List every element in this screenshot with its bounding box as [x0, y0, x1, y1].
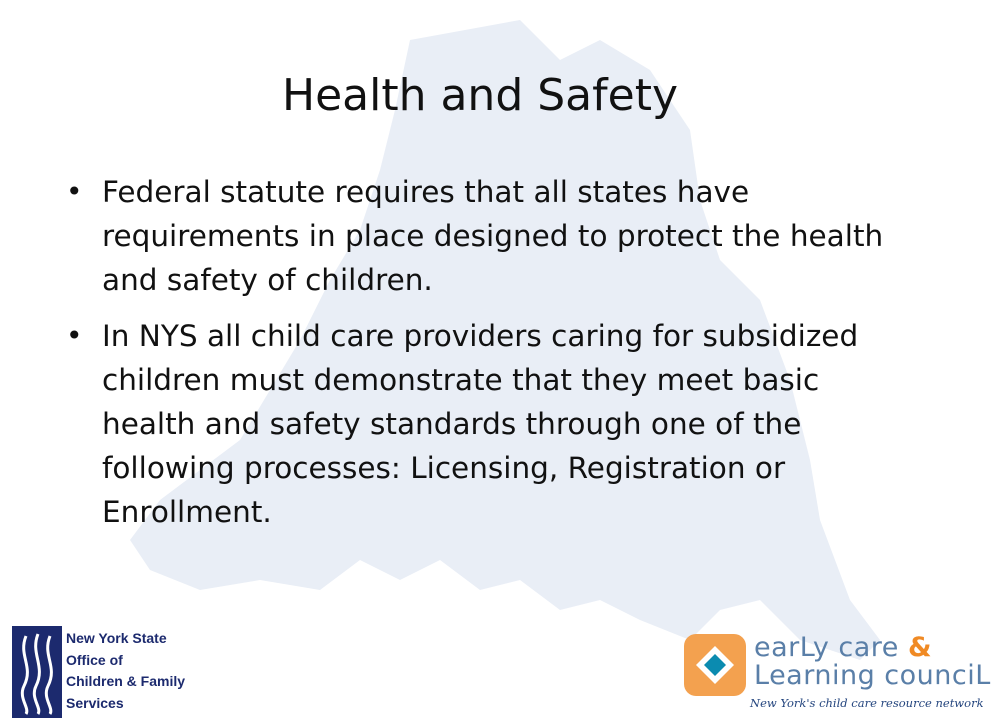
- ocfs-wordmark: [66, 628, 185, 714]
- bullet-list: [60, 170, 890, 546]
- bullet-item: • Federal statute requires that all states have requirements in place designed to protect the health and safety of children.: [60, 170, 890, 302]
- ocfs-line: Services: [66, 694, 124, 711]
- eclc-ampersand: &: [908, 632, 933, 663]
- ocfs-line: New York State: [66, 630, 167, 646]
- eclc-logo: [682, 630, 991, 716]
- slide-title: Health and Safety: [282, 70, 678, 121]
- ocfs-line: Children & Family: [66, 673, 186, 689]
- bullet-item: • In NYS all child care providers caring for subsidized children must demonstrate that they meet basic health and safety standards through one of the following processes: Licensing, Registration or Enrollment.: [60, 314, 890, 534]
- eclc-tagline: New York's child care resource network: [750, 696, 984, 710]
- eclc-word-early-care: earLy care: [754, 632, 899, 663]
- ocfs-logo: [12, 626, 192, 720]
- eclc-square-icon: [684, 634, 746, 696]
- ocfs-line: Office of: [66, 651, 123, 668]
- diamond-icon: [684, 634, 746, 696]
- eclc-wordmark-line1: [754, 632, 932, 663]
- ocfs-seal-icon: [12, 626, 62, 718]
- eclc-wordmark-line2: Learning counciL: [754, 660, 991, 691]
